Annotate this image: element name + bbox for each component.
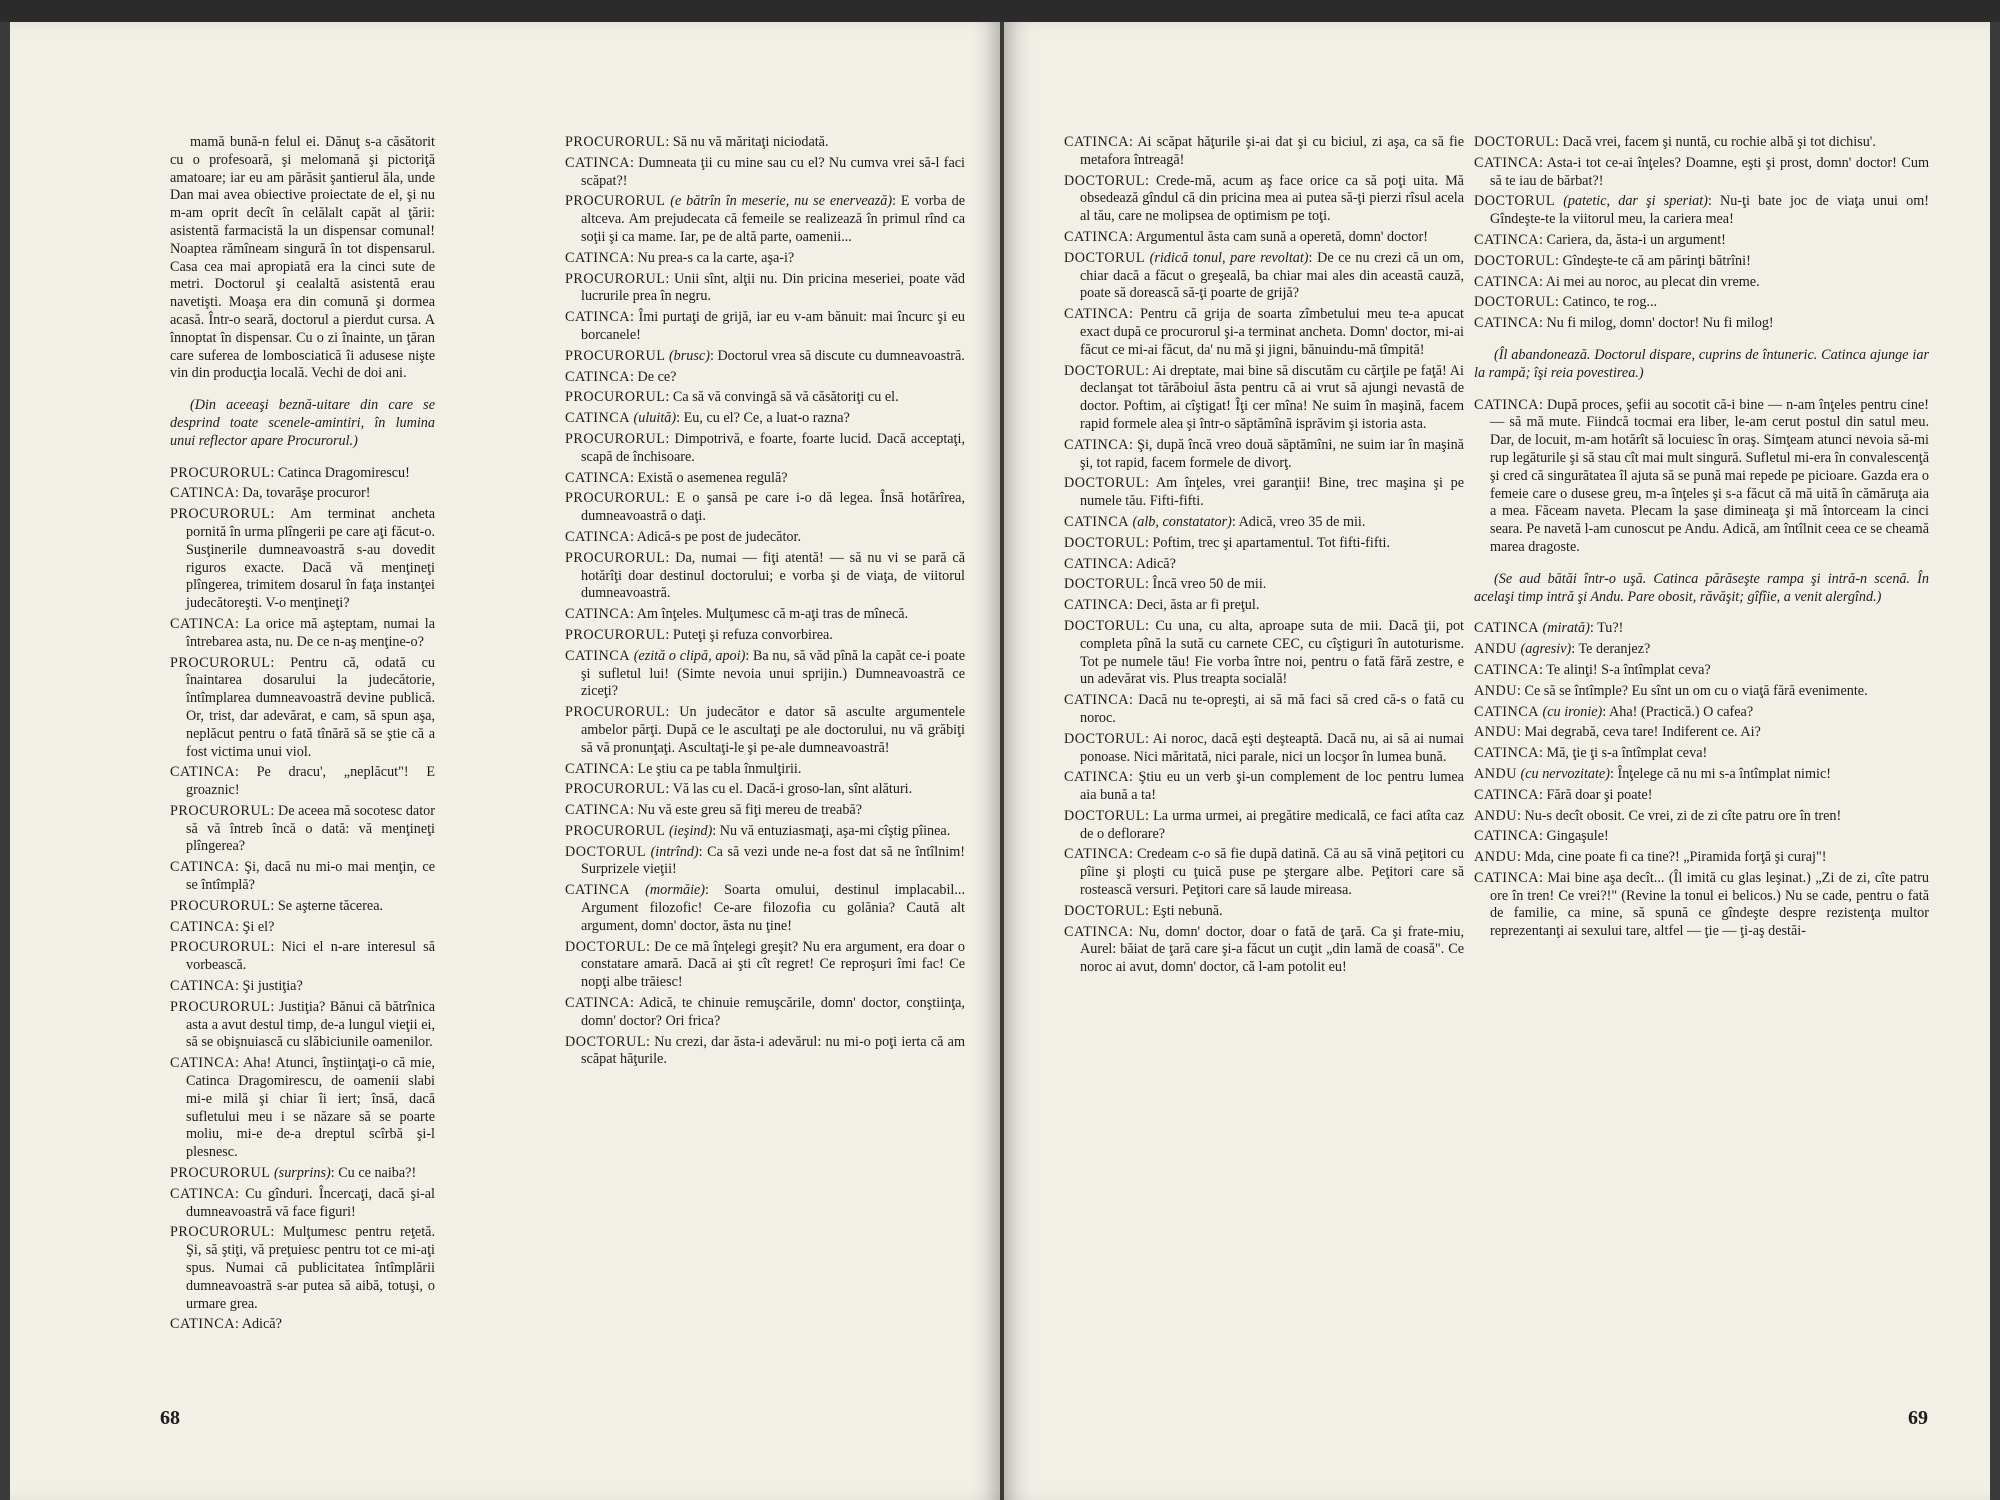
speaker-name: ANDU	[1474, 682, 1517, 699]
dialogue-text: Puteţi şi refuza convorbirea.	[672, 626, 833, 643]
dialogue-line: CATINCA: Cariera, da, ăsta-i un argument!	[1474, 231, 1726, 248]
speaker-name: CATINCA	[1064, 923, 1129, 940]
dialogue-text: Adică?	[1135, 555, 1176, 572]
speaker-name: PROCURORUL	[170, 464, 271, 481]
dialogue-text: Aha! Atunci, înştiinţaţi-o că mie, Catinca Dragomirescu, de oamenii slabi mi-e milă şi chiar îi iert; însă, dacă sufletului meu i se năzare să se poarte moliu, mi-e de-a dreptul scîrbă şi-l plesnesc.	[186, 1055, 435, 1161]
stage-note: (alb, constatator)	[1132, 513, 1232, 530]
dialogue-text: Pentru că, odată cu înaintarea dosarului la judecătorie, întîmplarea dumneavoastră devine publică. Or, trist, dar adevărat, e cam, să spun aşa, neplăcut pentru o fată tînără să se ştie că a fost victima unui viol.	[186, 654, 435, 760]
speaker-name: CATINCA	[565, 249, 630, 266]
dialogue-text: Ai scăpat hăţurile şi-ai dat şi cu biciul, zi aşa, ca să fie metafora întreagă!	[1080, 134, 1464, 168]
speaker-name: DOCTORUL	[1064, 249, 1145, 266]
dialogue-text: Mai degrabă, ceva tare! Indiferent ce. Ai?	[1524, 724, 1761, 741]
stage-note: (cu nervozitate)	[1520, 765, 1610, 782]
dialogue-line: CATINCA: Argumentul ăsta cam sună a operetă, domn' doctor!	[1064, 228, 1428, 245]
dialogue-line: CATINCA: Adică-s pe post de judecător.	[565, 528, 801, 545]
dialogue-text: Credeam c-o să fie după datină. Că au să vină peţitori cu pîine şi ploşti cu ţuică puse pe ştergare albe. Peţitori care să rostească versuri. Peţitori care să laude mireasa.	[1080, 846, 1464, 899]
speaker-name: PROCURORUL	[170, 998, 271, 1015]
speaker-name: CATINCA	[170, 978, 235, 995]
speaker-name: PROCURORUL	[170, 897, 271, 914]
dialogue-text: La orice mă aşteptam, numai la întrebarea asta, nu. De ce n-aş menţine-o?	[186, 615, 435, 650]
dialogue-line: CATINCA: Gingaşule!	[1474, 828, 1609, 845]
dialogue-line: CATINCA: Şi el?	[170, 918, 275, 935]
dialogue-text: Fără doar şi poate!	[1546, 786, 1653, 803]
dialogue-line: CATINCA: Cu gînduri. Încercaţi, dacă şi-al dumneavoastră vă face figuri!	[170, 1185, 435, 1220]
dialogue-line: PROCURORUL: Da, numai — fiţi atentă! — să nu vi se pară că hotărîţi doar destinul doctorului; e vorba şi de viaţa, de viitorul dumneavoastră.	[565, 549, 965, 602]
speaker-name: CATINCA	[565, 606, 630, 623]
dialogue-text: Cariera, da, ăsta-i un argument!	[1546, 231, 1726, 248]
speaker-name: CATINCA	[170, 615, 235, 632]
stage-note: (ieşind)	[668, 822, 713, 839]
dialogue-text: Cu una, cu alta, aproape suta de mii. Dacă ţii, pot completa pînă la sută cu carnete CEC, cu cîştiguri în autoturisme. Tot pe numele tău! Fie vorba între noi, pentru o fată fără zestre, e un adevărat vis. Plus treapta socială!	[1080, 617, 1465, 688]
speaker-name: PROCURORUL	[565, 781, 666, 798]
dialogue-text: Pe dracu', „neplăcut"! E groaznic!	[186, 764, 435, 799]
dialogue-line: CATINCA: Nu vă este greu să fiţi mereu de treabă?	[565, 802, 863, 819]
dialogue-text: Adică?	[241, 1316, 282, 1333]
speaker-name: PROCURORUL	[565, 549, 666, 566]
dialogue-line: CATINCA: Credeam c-o să fie după datină. Că au să vină peţitori cu pîine şi ploşti cu ţuică puse pe ştergare albe. Peţitori care să rostească versuri. Peţitori care să laude mireasa.	[1064, 846, 1464, 899]
dialogue-text: Nu prea-s ca la carte, aşa-i?	[637, 249, 795, 266]
speaker-name: CATINCA	[565, 647, 630, 664]
dialogue-line: CATINCA: Adică?	[170, 1316, 282, 1333]
dialogue-line: DOCTORUL: Poftim, trec şi apartamentul. Tot fifti-fifti.	[1064, 534, 1391, 551]
dialogue-text: Nu, domn' doctor, doar o fată de ţară. Ca şi frate-miu, Aurel: băiat de ţară care şi-a făcut un cuţit „din lamă de coasă". Ce noroc ai avut, domn' doctor, că l-am potolit eu!	[1080, 923, 1464, 976]
dialogue-line: CATINCA: Ştiu eu un verb şi-un complement de loc pentru lumea aia bună a ta!	[1064, 769, 1464, 804]
dialogue-line: PROCURORUL: E o şansă pe care i-o dă legea. Însă hotărîrea, dumneavoastră o daţi.	[565, 490, 965, 525]
dialogue-text: Ba nu, să văd pînă la capăt ce-i poate şi sufletul lui! (Simte nevoia unui sprijin.) Dumneavoastră ce ziceţi?	[581, 647, 966, 700]
dialogue-text: Şi, după încă vreo două săptămîni, ne suim iar în maşină şi, tot rapid, facem formele de divorţ.	[1080, 436, 1464, 471]
speaker-name: CATINCA	[1474, 396, 1539, 413]
speaker-name: DOCTORUL	[565, 938, 646, 955]
speaker-name: PROCURORUL	[565, 347, 666, 364]
speaker-name: PROCURORUL	[170, 506, 271, 523]
dialogue-line: CATINCA (uluită): Eu, cu el? Ce, a luat-o razna?	[565, 410, 850, 427]
speaker-name: CATINCA	[1474, 231, 1539, 248]
dialogue-text: Să nu vă măritaţi niciodată.	[672, 134, 829, 150]
speaker-name: PROCURORUL	[170, 654, 271, 671]
dialogue-text: Adică, vreo 35 de mii.	[1238, 513, 1366, 530]
speaker-name: PROCURORUL	[565, 704, 666, 721]
speaker-name: PROCURORUL	[170, 1165, 271, 1182]
dialogue-text: Tu?!	[1597, 620, 1624, 637]
speaker-name: CATINCA	[1474, 745, 1539, 762]
dialogue-text: Se aşterne tăcerea.	[277, 897, 384, 914]
dialogue-line: CATINCA: Ai mei au noroc, au plecat din vreme.	[1474, 273, 1760, 290]
stage-note: (cu ironie)	[1542, 703, 1603, 720]
dialogue-line: PROCURORUL: Un judecător e dator să asculte argumentele ambelor părţi. După ce le ascultaţi pe ale doctorului, nu vă grăbiţi să vă pronunţaţi. Ascultaţi-le şi pe-ale dumneavoastră!	[565, 704, 965, 756]
dialogue-text: Mă, ţie ţi s-a întîmplat ceva!	[1546, 745, 1708, 762]
dialogue-line: CATINCA: Mai bine aşa decît... (Îl imită cu glas leşinat.) „Zi de zi, cîte patru ore în tren! Ce vrei?!" (Revine la tonul ei belicos.) Nu se cade, pentru o fată de familie, ca mine, să spună ce gîndeşte despre rezistenţa multor reprezentanţi ai sexului tare, altfel — ţie — ţi-aş destăi-	[1474, 869, 1929, 940]
dialogue-text: De ce nu crezi că un om, chiar dacă a făcut o greşeală, ba chiar mai ales din această cauză, poate să dorească să-ţi poarte de grijă?	[1080, 249, 1464, 302]
dialogue-text: Eu, cu el? Ce, a luat-o razna?	[683, 410, 850, 427]
speaker-name: PROCURORUL	[565, 134, 666, 150]
dialogue-text: Ai noroc, dacă eşti deşteaptă. Dacă nu, ai să ai numai ponoase. Nici măritată, nici parale, nici un locşor în lumea bună.	[1080, 730, 1464, 765]
dialogue-line: ANDU (cu nervozitate): Înţelege că nu mi s-a întîmplat nimic!	[1474, 765, 1832, 782]
dialogue-text: Îmi purtaţi de grijă, iar eu v-am bănuit: mai încurc şi eu borcanele!	[581, 309, 965, 343]
dialogue-text: Ai mei au noroc, au plecat din vreme.	[1545, 273, 1760, 290]
dialogue-line: PROCURORUL: Vă las cu el. Dacă-i groso-lan, sînt alături.	[565, 781, 913, 798]
dialogue-text: E vorba de altceva. Am prejudecata că femeile se realizează în primul rînd ca soţii şi ca mame. Iar, pe de altă parte, oamenii...	[581, 193, 966, 245]
speaker-name: DOCTORUL	[1064, 172, 1145, 189]
dialogue-text: E o şansă pe care i-o dă legea. Însă hotărîrea, dumneavoastră o daţi.	[581, 490, 965, 525]
dialogue-line: DOCTORUL (patetic, dar şi speriat): Nu-ţi bate joc de viaţa unui om! Gîndeşte-te la viitorul meu, la cariera mea!	[1474, 193, 1930, 228]
dialogue-text: De ce mă înţelegi greşit? Nu era argument, era doar o constatare amară. Dacă ai şti cît regret! Ce reproşuri îmi fac! Ce nopţi albe trăiesc!	[581, 938, 966, 991]
dialogue-line: DOCTORUL: Eşti nebună.	[1064, 902, 1223, 919]
dialogue-line: PROCURORUL: Nici el n-are interesul să vorbească.	[170, 939, 435, 974]
speaker-name: ANDU	[1474, 807, 1517, 824]
dialogue-line: CATINCA: Fără doar şi poate!	[1474, 786, 1653, 803]
stage-note: (patetic, dar şi speriat)	[1563, 193, 1708, 210]
speaker-name: PROCURORUL	[565, 626, 666, 643]
speaker-name: CATINCA	[1064, 306, 1129, 323]
dialogue-line: PROCURORUL: Mulţumesc pentru reţetă. Şi, să ştiţi, vă preţuiesc pentru tot ce mi-aţi spus. Numai că publicitatea întîmplării dumneavoastră s-ar putea să aibă, totuşi, o urmare grea.	[170, 1224, 435, 1312]
stage-note: (surprins)	[273, 1165, 331, 1182]
speaker-name: DOCTORUL	[1474, 294, 1555, 311]
dialogue-text: Am terminat ancheta pornită în urma plîngerii pe care aţi făcut-o. Susţinerile dumneavoastră s-au dovedit riguros exacte. Dacă vă menţineţi plîngerea, trimitem dosarul în faţa instanţei judecătoreşti. V-o menţineţi?	[186, 506, 435, 612]
dialogue-line: PROCURORUL (ieşind): Nu vă entuziasmaţi, aşa-mi cîştig pîinea.	[565, 822, 951, 839]
speaker-name: CATINCA	[565, 410, 630, 427]
dialogue-line: CATINCA: Există o asemenea regulă?	[565, 469, 788, 486]
dialogue-line: CATINCA: Dumneata ţii cu mine sau cu el? Nu cumva vrei să-l faci scăpat?!	[565, 154, 965, 189]
dialogue-text: De ce?	[637, 368, 677, 385]
dialogue-line: PROCURORUL: Ca să vă convingă să vă căsătoriţi cu el.	[565, 389, 899, 406]
dialogue-line: CATINCA: Nu, domn' doctor, doar o fată de ţară. Ca şi frate-miu, Aurel: băiat de ţară care şi-a făcut un cuţit „din lamă de coasă". Ce noroc ai avut, domn' doctor, că l-am potolit eu!	[1064, 923, 1464, 976]
speaker-name: CATINCA	[1474, 620, 1539, 637]
speaker-name: DOCTORUL	[565, 843, 646, 860]
dialogue-line: DOCTORUL: Cu una, cu alta, aproape suta de mii. Dacă ţii, pot completa pînă la sută cu carnete CEC, cu cîştiguri în autoturisme. Tot pe numele tău! Fie vorba între noi, pentru o fată fără zestre, e un adevărat vis. Plus treapta socială!	[1064, 617, 1465, 688]
dialogue-line: DOCTORUL: Ai dreptate, mai bine să discutăm cu cărţile pe faţă! Ai declanşat tot tărăboiul ăsta pentru că ai vrut să ajungi nevastă de doctor. Poftim, ai cîştigat! Îţi cer mîna! Ne suim în maşină, facem rapid formele alea şi într-o săptămînă isprăvim şi istoria asta.	[1064, 362, 1464, 432]
dialogue-text: Nici el n-are interesul să vorbească.	[186, 939, 435, 974]
dialogue-text: Deci, ăsta ar fi preţul.	[1136, 597, 1260, 614]
dialogue-line: CATINCA: De ce?	[565, 368, 677, 385]
dialogue-text: Şi, dacă nu mi-o mai menţin, ce se întîmplă?	[186, 859, 435, 894]
speaker-name: CATINCA	[1474, 315, 1539, 332]
dialogue-line: PROCURORUL: Dimpotrivă, e foarte, foarte lucid. Dacă acceptaţi, scapă de închisoare.	[565, 430, 965, 465]
dialogue-text: Adică, te chinuie remuşcările, domn' doctor, conştiinţa, domn' doctor? Ori frica?	[581, 995, 965, 1029]
dialogue-line: PROCURORUL: Unii sînt, alţii nu. Din pricina meseriei, poate văd lucrurile prea în negru.	[565, 270, 965, 305]
dialogue-line: DOCTORUL: Am înţeles, vrei garanţii! Bine, trec maşina şi pe numele tău. Fifti-fifti.	[1064, 475, 1464, 510]
page-number-left: 68	[160, 1407, 180, 1429]
speaker-name: CATINCA	[170, 859, 235, 876]
speaker-name: CATINCA	[1064, 134, 1129, 150]
speaker-name: CATINCA	[1474, 154, 1539, 171]
dialogue-text: Un judecător e dator să asculte argumentele ambelor părţi. După ce le ascultaţi pe ale doctorului, nu vă grăbiţi să vă pronunţaţi. Ascultaţi-le şi pe-ale dumneavoastră!	[581, 704, 965, 756]
speaker-name: CATINCA	[1064, 513, 1129, 530]
dialogue-line: CATINCA: Aha! Atunci, înştiinţaţi-o că mie, Catinca Dragomirescu, de oamenii slabi mi-e milă şi chiar îi iert; însă, dacă sufletului meu i se năzare să se poarte moliu, mi-e de-a dreptul scîrbă şi-l plesnesc.	[170, 1055, 435, 1161]
speaker-name: DOCTORUL	[1064, 362, 1145, 379]
dialogue-text: După proces, şefii au socotit că-i bine — n-am înţeles pentru cine! — să mă mute. Fiindcă tocmai era liber, le-am cerut postul din satul meu. Dar, de locuit, m-am hotărît să locuiesc în oraş. Simţeam atunci nevoia să-mi rup legăturile şi să stau cît mai mult singură. Sufletul mi-era în convalescenţă şi cred că singurătatea îl ajuta să se pună mai repede pe picioare. Gazda era o femeie care o dusese greu, m-a înţeles şi s-a făcut că mă uită în cămăruţa aia a mea. Făceam naveta. Plecam la şase dimineaţa şi mă întorceam la cinci seara. Pe navetă l-am cunoscut pe Andu. Adică, am întîlnit ceea ce se cheamă marea dragoste.	[1490, 396, 1929, 555]
dialogue-line: PROCURORUL: Justiţia? Bănui că bătrînica asta a avut destul timp, de-a lungul vieţii ei, să se obişnuiască cu slăbiciunile oamenilor.	[170, 998, 435, 1051]
dialogue-line: CATINCA: Asta-i tot ce-ai înţeles? Doamne, eşti şi prost, domn' doctor! Cum să te iau de bărbat?!	[1474, 154, 1929, 189]
dialogue-line: DOCTORUL: Încă vreo 50 de mii.	[1064, 576, 1267, 593]
dialogue-text: Gîndeşte-te că am părinţi bătrîni!	[1562, 252, 1751, 269]
dialogue-text: Încă vreo 50 de mii.	[1152, 576, 1267, 593]
speaker-name: CATINCA	[170, 918, 235, 935]
left-column-2	[565, 134, 965, 1072]
speaker-name: PROCURORUL	[565, 193, 666, 210]
dialogue-text: Da, numai — fiţi atentă! — să nu vi se pară că hotărîţi doar destinul doctorului; e vorba şi de viaţa, de viitorul dumneavoastră.	[581, 549, 965, 602]
dialogue-line: DOCTORUL: Dacă vrei, facem şi nuntă, cu rochie albă şi tot dichisu'.	[1474, 134, 1876, 150]
dialogue-text: Dimpotrivă, e foarte, foarte lucid. Dacă acceptaţi, scapă de închisoare.	[581, 430, 965, 465]
speaker-name: CATINCA	[1064, 436, 1129, 453]
top-border	[0, 0, 2000, 22]
dialogue-text: La urma urmei, ai pregătire medicală, ce faci atîta caz de o deflorare?	[1080, 807, 1464, 842]
speaker-name: DOCTORUL	[1064, 730, 1145, 747]
speaker-name: DOCTORUL	[1064, 534, 1145, 551]
speaker-name: CATINCA	[565, 882, 630, 899]
dialogue-line: DOCTORUL: De ce mă înţelegi greşit? Nu era argument, era doar o constatare amară. Dacă ai şti cît regret! Ce reproşuri îmi fac! Ce nopţi albe trăiesc!	[565, 938, 966, 991]
dialogue-text: Gingaşule!	[1546, 828, 1609, 845]
dialogue-line: CATINCA: Pentru că grija de soarta zîmbetului meu te-a apucat exact după ce procurorul şi-a terminat ancheta. Domn' doctor, mi-ai făcut ce mi-ai făcut, da' nu mă şi jigni, bănuindu-mă tîmpită!	[1064, 306, 1464, 358]
dialogue-text: Argumentul ăsta cam sună a operetă, domn' doctor!	[1135, 228, 1428, 245]
speaker-name: CATINCA	[1064, 228, 1129, 245]
speaker-name: ANDU	[1474, 724, 1517, 741]
dialogue-text: Eşti nebună.	[1152, 902, 1223, 919]
dialogue-line: CATINCA: Mă, ţie ţi s-a întîmplat ceva!	[1474, 745, 1708, 762]
dialogue-line: CATINCA (mirată): Tu?!	[1474, 620, 1624, 637]
dialogue-text: Ai dreptate, mai bine să discutăm cu cărţile pe faţă! Ai declanşat tot tărăboiul ăsta pentru că ai vrut să ajungi nevastă de doctor. Poftim, ai cîştigat! Îţi cer mîna! Ne suim în maşină, facem rapid formele alea şi într-o săptămînă isprăvim şi istoria asta.	[1080, 362, 1464, 432]
dialogue-text: Justiţia? Bănui că bătrînica asta a avut destul timp, de-a lungul vieţii ei, să se obişnuiască cu slăbiciunile oamenilor.	[186, 998, 435, 1051]
left-column-1	[170, 134, 435, 1337]
stage-note: (ezită o clipă, apoi)	[633, 647, 746, 664]
dialogue-line: CATINCA: Deci, ăsta ar fi preţul.	[1064, 597, 1260, 614]
speaker-name: ANDU	[1474, 849, 1517, 866]
dialogue-line: CATINCA: Nu fi milog, domn' doctor! Nu fi milog!	[1474, 315, 1774, 332]
speaker-name: DOCTORUL	[1474, 193, 1555, 210]
dialogue-line: DOCTORUL: Ai noroc, dacă eşti deşteaptă. Dacă nu, ai să ai numai ponoase. Nici măritată, nici parale, nici un locşor în lumea bună.	[1064, 730, 1464, 765]
dialogue-text: Unii sînt, alţii nu. Din pricina meseriei, poate văd lucrurile prea în negru.	[581, 270, 965, 305]
speaker-name: CATINCA	[170, 764, 235, 781]
left-page	[10, 22, 1000, 1500]
speaker-name: DOCTORUL	[1064, 475, 1145, 492]
dialogue-line: ANDU: Mda, cine poate fi ca tine?! „Piramida forţă şi curaj"!	[1474, 849, 1827, 866]
dialogue-line: PROCURORUL: Am terminat ancheta pornită în urma plîngerii pe care aţi făcut-o. Susţinerile dumneavoastră s-au dovedit riguros exacte. Dacă vă menţineţi plîngerea, trimitem dosarul în faţa instanţei judecătoreşti. V-o menţineţi?	[170, 506, 435, 612]
stage-note: (intrînd)	[650, 843, 699, 860]
dialogue-line: PROCURORUL: De aceea mă socotesc dator să vă întreb încă o dată: vă menţineţi plîngerea?	[170, 802, 435, 855]
dialogue-text: Există o asemenea regulă?	[637, 469, 788, 486]
stage-note: (agresiv)	[1520, 641, 1572, 658]
dialogue-line: CATINCA: Am înţeles. Mulţumesc că m-aţi tras de mînecă.	[565, 606, 909, 623]
right-column-1	[1064, 134, 1464, 980]
speaker-name: CATINCA	[565, 995, 630, 1012]
dialogue-line: CATINCA: La orice mă aşteptam, numai la întrebarea asta, nu. De ce n-aş menţine-o?	[170, 615, 435, 650]
stage-note: (ridică tonul, pare revoltat)	[1149, 249, 1309, 266]
dialogue-text: Dacă nu te-opreşti, ai să mă faci să cred că-s o fată cu noroc.	[1080, 692, 1464, 726]
speaker-name: CATINCA	[1064, 769, 1129, 786]
speaker-name: DOCTORUL	[1064, 807, 1145, 824]
dialogue-text: Am înţeles, vrei garanţii! Bine, trec maşina şi pe numele tău. Fifti-fifti.	[1080, 475, 1464, 510]
dialogue-text: Ca să vezi unde ne-a fost dat să ne întîlnim! Surprizele vieţii!	[581, 843, 965, 878]
speaker-name: CATINCA	[565, 368, 630, 385]
dialogue-line: PROCURORUL: Puteţi şi refuza convorbirea.	[565, 626, 833, 643]
speaker-name: CATINCA	[1474, 869, 1539, 886]
dialogue-line: PROCURORUL (brusc): Doctorul vrea să discute cu dumneavoastră.	[565, 347, 965, 364]
stage-direction: (Se aud bătăi într-o uşă. Catinca părăseşte rampa şi intră-n scenă. În acelaşi timp intră şi Andu. Pare obosit, răvăşit; gîfîie, a venit alergînd.)	[1474, 570, 1929, 605]
stage-note: (mormăie)	[645, 882, 706, 899]
speaker-name: PROCURORUL	[565, 822, 666, 839]
dialogue-line: DOCTORUL (ridică tonul, pare revoltat): De ce nu crezi că un om, chiar dacă a făcut o greşeală, ba chiar mai ales din această cauză, poate să dorească să-ţi poarte de grijă?	[1064, 249, 1464, 302]
dialogue-text: Te deranjez?	[1578, 641, 1651, 658]
dialogue-text: Am înţeles. Mulţumesc că m-aţi tras de mînecă.	[636, 606, 909, 623]
dialogue-line: DOCTORUL: Crede-mă, acum aş face orice ca să poţi uita. Mă obsedează gîndul că din pricina mea ai putea să-ţi pierzi rîsul acela al tău, care ne molipsea de optimism pe toţi.	[1064, 172, 1464, 225]
right-column-2	[1474, 134, 1929, 944]
speaker-name: DOCTORUL	[1064, 902, 1145, 919]
dialogue-text: De aceea mă socotesc dator să vă întreb încă o dată: vă menţineţi plîngerea?	[186, 802, 435, 855]
speaker-name: DOCTORUL	[1474, 134, 1555, 150]
speaker-name: DOCTORUL	[1474, 252, 1555, 269]
dialogue-line: PROCURORUL: Pentru că, odată cu înaintarea dosarului la judecătorie, întîmplarea dumneavoastră devine publică. Or, trist, dar adevărat, e cam, să spun aşa, neplăcut pentru o fată tînără să se ştie că a fost victima unui viol.	[170, 654, 435, 760]
dialogue-line: DOCTORUL: Catinco, te rog...	[1474, 294, 1658, 311]
dialogue-text: Cu ce naiba?!	[338, 1165, 417, 1182]
speaker-name: ANDU	[1474, 765, 1517, 782]
speaker-name: CATINCA	[565, 154, 630, 171]
dialogue-line: PROCURORUL: Să nu vă măritaţi niciodată.	[565, 134, 829, 150]
dialogue-line: CATINCA: Şi, dacă nu mi-o mai menţin, ce se întîmplă?	[170, 859, 435, 894]
stage-note: (mirată)	[1542, 620, 1590, 637]
dialogue-text: Mulţumesc pentru reţetă. Şi, să ştiţi, vă preţuiesc pentru tot ce mi-aţi spus. Numai că publicitatea întîmplării dumneavoastră s-ar putea să aibă, totuşi, o urmare grea.	[186, 1224, 435, 1312]
dialogue-text: Nu vă entuziasmaţi, aşa-mi cîştig pîinea.	[719, 822, 951, 839]
dialogue-line: DOCTORUL (intrînd): Ca să vezi unde ne-a fost dat să ne întîlnim! Surprizele vieţii!	[565, 843, 965, 878]
dialogue-line: CATINCA: Adică, te chinuie remuşcările, domn' doctor, conştiinţa, domn' doctor? Ori frica?	[565, 995, 965, 1029]
dialogue-line: CATINCA: Adică?	[1064, 555, 1176, 572]
dialogue-text: Catinco, te rog...	[1562, 294, 1658, 311]
dialogue-text: Poftim, trec şi apartamentul. Tot fifti-fifti.	[1152, 534, 1391, 551]
dialogue-text: Dumneata ţii cu mine sau cu el? Nu cumva vrei să-l faci scăpat?!	[581, 154, 965, 189]
speaker-name: CATINCA	[1064, 597, 1129, 614]
dialogue-text: Ca să vă convingă să vă căsătoriţi cu el.	[672, 389, 899, 406]
dialogue-text: Mai bine aşa decît... (Îl imită cu glas leşinat.) „Zi de zi, cîte patru ore în tren! Ce vrei?!" (Revine la tonul ei belicos.) Nu se cade, pentru o fată de familie, ca mine, să spună ce gîndeşte despre rezistenţa multor reprezentanţi ai sexului tare, altfel — ţie — ţi-aş destăi-	[1490, 869, 1929, 940]
dialogue-line: CATINCA: După proces, şefii au socotit că-i bine — n-am înţeles pentru cine! — să mă mute. Fiindcă tocmai era liber, le-am cerut postul din satul meu. Dar, de locuit, m-am hotărît să locuiesc în oraş. Simţeam atunci nevoia să-mi rup legăturile şi să stau cît mai mult singură. Sufletul mi-era în convalescenţă şi cred că singurătatea îl ajuta să se pună mai repede pe picioare. Gazda era o femeie care o dusese greu, m-a înţeles şi s-a făcut că mă uită în cămăruţa aia a mea. Făceam naveta. Plecam la şase dimineaţa şi mă întorceam la cinci seara. Pe navetă l-am cunoscut pe Andu. Adică, am întîlnit ceea ce se cheamă marea dragoste.	[1474, 396, 1929, 555]
dialogue-line: CATINCA (ezită o clipă, apoi): Ba nu, să văd pînă la capăt ce-i poate şi sufletul lui! (Simte nevoia unui sprijin.) Dumneavoastră ce ziceţi?	[565, 647, 966, 700]
dialogue-text: Soarta omului, destinul implacabil... Argument filozofic! Ce-are filozofia cu golănia? Caută alt argument, domn' doctor, ăsta nu ţine!	[581, 882, 965, 934]
dialogue-line: CATINCA: Ai scăpat hăţurile şi-ai dat şi cu biciul, zi aşa, ca să fie metafora întreagă!	[1064, 134, 1464, 168]
dialogue-line: CATINCA: Şi, după încă vreo două săptămîni, ne suim iar în maşină şi, tot rapid, facem formele de divorţ.	[1064, 436, 1464, 471]
dialogue-text: Nu fi milog, domn' doctor! Nu fi milog!	[1546, 315, 1774, 332]
speaker-name: CATINCA	[1474, 273, 1539, 290]
speaker-name: CATINCA	[565, 309, 630, 326]
page-number-right: 69	[1908, 1407, 1928, 1429]
dialogue-text: Le ştiu ca pe tabla înmulţirii.	[637, 760, 802, 777]
speaker-name: ANDU	[1474, 641, 1517, 658]
dialogue-text: Ştiu eu un verb şi-un complement de loc pentru lumea aia bună a ta!	[1080, 769, 1464, 804]
dialogue-text: Mda, cine poate fi ca tine?! „Piramida forţă şi curaj"!	[1524, 849, 1827, 866]
dialogue-line: CATINCA (cu ironie): Aha! (Practică.) O cafea?	[1474, 703, 1754, 720]
prose-paragraph: mamă bună-n felul ei. Dănuţ s-a căsătorit cu o profesoară, şi melomană şi pictoriţă amatoare; iar eu am părăsit şantierul ăla, unde Dan mai avea obiective proiectate de el, şi nu m-am oprit decît în celălalt capăt al ţării: asistentă farmacistă la un dispensar comunal! Noaptea rămîneam singură în tot dispensarul. Casa cea mai apropiată era la cinci sute de metri. Doctorul şi cealaltă asistentă erau navetişti. Moaşa era din comună şi dormea acasă. Într-o seară, doctorul a pierdut cursa. A înnoptat în dispensar. Cu o zi înainte, un ţăran care suferea de lombosciatică îi adusese nişte vin din producţia locală. Vechi de doi ani.	[170, 134, 435, 382]
speaker-name: PROCURORUL	[170, 802, 271, 819]
dialogue-line: CATINCA: Le ştiu ca pe tabla înmulţirii.	[565, 760, 802, 777]
speaker-name: CATINCA	[1474, 828, 1539, 845]
speaker-name: PROCURORUL	[170, 939, 271, 956]
dialogue-text: Adică-s pe post de judecător.	[636, 528, 801, 545]
speaker-name: DOCTORUL	[1064, 617, 1145, 634]
dialogue-line: CATINCA (mormăie): Soarta omului, destinul implacabil... Argument filozofic! Ce-are filozofia cu golănia? Caută alt argument, domn' doctor, ăsta nu ţine!	[565, 882, 965, 934]
speaker-name: CATINCA	[1474, 661, 1539, 678]
speaker-name: PROCURORUL	[565, 389, 666, 406]
dialogue-line: CATINCA: Şi justiţia?	[170, 978, 303, 995]
speaker-name: DOCTORUL	[565, 1033, 646, 1050]
dialogue-text: Da, tovarăşe procuror!	[242, 485, 371, 502]
dialogue-text: Te alinţi! S-a întîmplat ceva?	[1546, 661, 1711, 678]
stage-note: (uluită)	[633, 410, 677, 427]
speaker-name: CATINCA	[170, 1185, 235, 1202]
dialogue-text: Nu-s decît obosit. Ce vrei, zi de zi cîte patru ore în tren!	[1524, 807, 1842, 824]
dialogue-text: Şi justiţia?	[242, 978, 303, 995]
stage-note: (e bătrîn în meserie, nu se enervează)	[670, 193, 893, 210]
speaker-name: PROCURORUL	[565, 270, 666, 287]
stage-note: (brusc)	[668, 347, 710, 364]
speaker-name: CATINCA	[565, 802, 630, 819]
dialogue-text: Pentru că grija de soarta zîmbetului meu te-a apucat exact după ce procurorul şi-a terminat ancheta. Domn' doctor, mi-ai făcut ce mi-ai făcut, da' nu mă şi jigni, bănuindu-mă tîmpită!	[1080, 306, 1464, 358]
speaker-name: CATINCA	[170, 485, 235, 502]
speaker-name: CATINCA	[170, 1316, 235, 1333]
dialogue-text: Nu-ţi bate joc de viaţa unui om! Gîndeşte-te la viitorul meu, la cariera mea!	[1490, 193, 1930, 228]
dialogue-line: CATINCA: Dacă nu te-opreşti, ai să mă faci să cred că-s o fată cu noroc.	[1064, 692, 1464, 726]
speaker-name: CATINCA	[565, 469, 630, 486]
dialogue-line: ANDU: Nu-s decît obosit. Ce vrei, zi de zi cîte patru ore în tren!	[1474, 807, 1842, 824]
dialogue-text: Cu gînduri. Încercaţi, dacă şi-al dumneavoastră vă face figuri!	[186, 1185, 435, 1220]
dialogue-text: Ce să se întîmple? Eu sînt un om cu o viaţă fără evenimente.	[1524, 682, 1868, 699]
right-page	[1004, 22, 1990, 1500]
dialogue-line: CATINCA: Pe dracu', „neplăcut"! E groaznic!	[170, 764, 435, 799]
dialogue-text: Şi el?	[242, 918, 275, 935]
dialogue-text: Crede-mă, acum aş face orice ca să poţi uita. Mă obsedează gîndul că din pricina mea ai putea să-ţi pierzi rîsul acela al tău, care ne molipsea de optimism pe toţi.	[1080, 172, 1464, 225]
dialogue-text: Nu crezi, dar ăsta-i adevărul: nu mi-o poţi ierta că am scăpat hăţurile.	[581, 1033, 965, 1068]
speaker-name: CATINCA	[1474, 703, 1539, 720]
dialogue-line: CATINCA: Da, tovarăşe procuror!	[170, 485, 371, 502]
speaker-name: PROCURORUL	[170, 1224, 271, 1241]
speaker-name: CATINCA	[1064, 846, 1129, 863]
dialogue-text: Dacă vrei, facem şi nuntă, cu rochie albă şi tot dichisu'.	[1562, 134, 1876, 150]
dialogue-line: CATINCA (alb, constatator): Adică, vreo 35 de mii.	[1064, 513, 1366, 530]
dialogue-text: Vă las cu el. Dacă-i groso-lan, sînt alături.	[672, 781, 913, 798]
dialogue-line: CATINCA: Nu prea-s ca la carte, aşa-i?	[565, 249, 795, 266]
dialogue-line: PROCURORUL (surprins): Cu ce naiba?!	[170, 1165, 417, 1182]
dialogue-line: PROCURORUL: Catinca Dragomirescu!	[170, 464, 410, 481]
dialogue-text: Catinca Dragomirescu!	[277, 464, 410, 481]
dialogue-text: Aha! (Practică.) O cafea?	[1609, 703, 1754, 720]
dialogue-text: Nu vă este greu să fiţi mereu de treabă?	[637, 802, 863, 819]
speaker-name: DOCTORUL	[1064, 576, 1145, 593]
dialogue-text: Asta-i tot ce-ai înţeles? Doamne, eşti şi prost, domn' doctor! Cum să te iau de bărbat?!	[1490, 154, 1929, 189]
dialogue-line: PROCURORUL: Se aşterne tăcerea.	[170, 897, 384, 914]
speaker-name: PROCURORUL	[565, 490, 666, 507]
dialogue-line: ANDU (agresiv): Te deranjez?	[1474, 641, 1651, 658]
dialogue-line: CATINCA: Te alinţi! S-a întîmplat ceva?	[1474, 661, 1711, 678]
speaker-name: CATINCA	[1064, 555, 1129, 572]
dialogue-line: DOCTORUL: Nu crezi, dar ăsta-i adevărul: nu mi-o poţi ierta că am scăpat hăţurile.	[565, 1033, 965, 1068]
dialogue-line: DOCTORUL: La urma urmei, ai pregătire medicală, ce faci atîta caz de o deflorare?	[1064, 807, 1464, 842]
speaker-name: CATINCA	[565, 528, 630, 545]
dialogue-line: ANDU: Mai degrabă, ceva tare! Indiferent ce. Ai?	[1474, 724, 1761, 741]
dialogue-text: Înţelege că nu mi s-a întîmplat nimic!	[1617, 765, 1832, 782]
dialogue-line: CATINCA: Îmi purtaţi de grijă, iar eu v-am bănuit: mai încurc şi eu borcanele!	[565, 309, 965, 343]
dialogue-line: DOCTORUL: Gîndeşte-te că am părinţi bătrîni!	[1474, 252, 1751, 269]
speaker-name: CATINCA	[1474, 786, 1539, 803]
stage-direction: (Din aceeaşi beznă-uitare din care se desprind toate scenele-amintiri, în lumina unui reflector apare Procurorul.)	[170, 397, 435, 449]
stage-direction: (Îl abandonează. Doctorul dispare, cuprins de întuneric. Catinca ajunge iar la rampă; îşi reia povestirea.)	[1474, 346, 1929, 381]
speaker-name: CATINCA	[170, 1055, 235, 1072]
speaker-name: CATINCA	[565, 760, 630, 777]
speaker-name: PROCURORUL	[565, 430, 666, 447]
dialogue-text: Doctorul vrea să discute cu dumneavoastră.	[717, 347, 965, 364]
speaker-name: CATINCA	[1064, 692, 1129, 709]
dialogue-line: PROCURORUL (e bătrîn în meserie, nu se enervează): E vorba de altceva. Am prejudecata că femeile se realizează în primul rînd ca soţii şi ca mame. Iar, pe de altă parte, oamenii...	[565, 193, 966, 245]
dialogue-line: ANDU: Ce să se întîmple? Eu sînt un om cu o viaţă fără evenimente.	[1474, 682, 1868, 699]
